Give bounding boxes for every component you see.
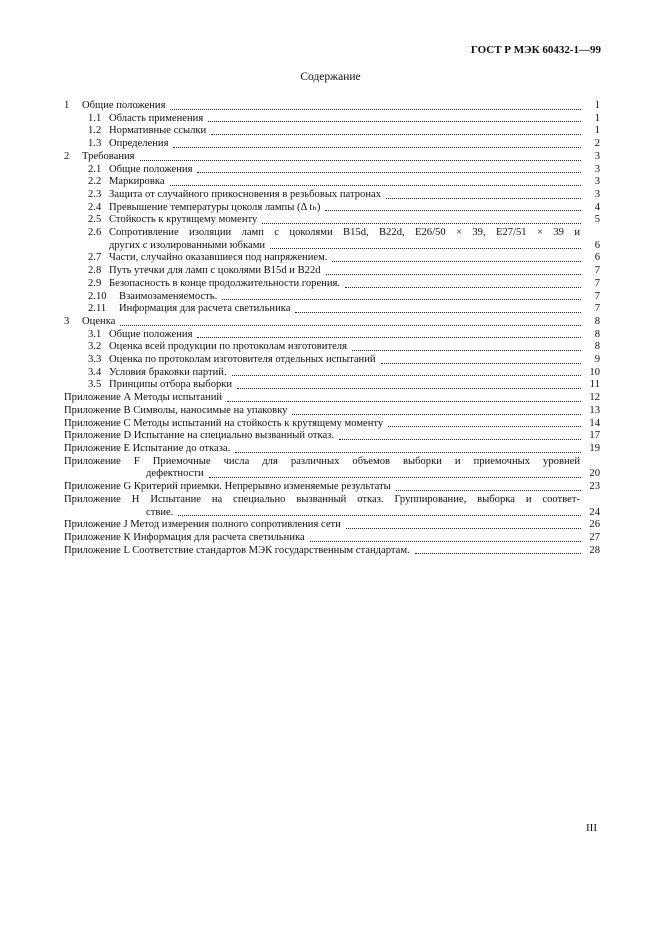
dot-leader [295, 312, 581, 313]
toc-entry-page: 5 [594, 214, 600, 226]
dot-leader [310, 541, 581, 542]
appendix-entry-page: 17 [589, 430, 600, 442]
toc-entry-number: 2.8 [88, 265, 102, 277]
appendix-entry [64, 392, 600, 405]
toc-entry [64, 341, 600, 354]
appendix-entry-page: 28 [589, 544, 600, 556]
toc-entry-page: 1 [594, 112, 600, 124]
toc-entry-page: 8 [594, 315, 600, 327]
toc-entry-title: Оценка по протоколам изготовителя отдельных испытаний [109, 354, 376, 366]
appendix-entry-continuation [64, 507, 600, 520]
toc-entry-title: Сопротивление изоляции ламп с цоколями B15d, B22d, E26/50 × 39, E27/51 × 39 и [109, 227, 580, 239]
appendix-entry-page: 19 [589, 442, 600, 454]
toc-entry [64, 329, 600, 342]
toc-entry-page: 3 [594, 163, 600, 175]
toc-entry-number: 2.1 [88, 163, 102, 175]
toc-entry-page: 8 [594, 328, 600, 340]
toc-entry-number: 2.4 [88, 201, 102, 213]
toc-entry-number: 2.5 [88, 214, 102, 226]
toc-entry [64, 303, 600, 316]
dot-leader [178, 515, 581, 516]
dot-leader [381, 363, 581, 364]
appendix-entry [64, 494, 600, 519]
dot-leader [170, 185, 581, 186]
toc-entry-page: 7 [594, 303, 600, 315]
toc-entry-page: 11 [589, 379, 600, 391]
appendix-entry-page: 14 [589, 417, 600, 429]
toc-entry-page: 4 [594, 201, 600, 213]
dot-leader [235, 452, 581, 453]
toc-entry-page: 6 [594, 252, 600, 264]
toc-entry-page: 10 [589, 366, 600, 378]
dot-leader [222, 299, 581, 300]
appendix-entry [64, 418, 600, 431]
appendix-entry-title: Приложение J Метод измерения полного сопротивления сети [64, 519, 341, 531]
appendix-entry-title-cont: ствие. [146, 506, 174, 518]
toc-entry-page: 7 [594, 277, 600, 289]
toc-entry-title: Маркировка [109, 176, 165, 188]
toc-entry-title: Безопасность в конце продолжительности горения. [109, 277, 341, 289]
appendix-entry-title: Приложение D Испытание на специально вызванный отказ. [64, 430, 335, 442]
toc-entry-title: Защита от случайного прикосновения в резьбовых патронах [109, 188, 381, 200]
appendix-entry [64, 443, 600, 456]
dot-leader [396, 490, 581, 491]
toc-entry-title: Общие положения [109, 163, 193, 175]
appendix-entry [64, 545, 600, 558]
dot-leader [227, 401, 581, 402]
appendix-entry-body [64, 456, 600, 481]
toc-entry-title: Общие положения [109, 328, 193, 340]
toc-entry [64, 125, 600, 138]
toc-entry-title: Оценка [82, 315, 116, 327]
appendix-entry [64, 532, 600, 545]
toc-entry-number: 3.3 [88, 354, 102, 366]
appendix-entry-title: Приложение Н Испытание на специально вызванный отказ. Группирование, выборка и соответ- [64, 493, 580, 505]
toc-entry [64, 278, 600, 291]
toc-entry-title-cont: других с изолированными юбками [109, 239, 266, 251]
dot-leader [388, 426, 581, 427]
toc-entry-page: 8 [594, 341, 600, 353]
dot-leader [415, 553, 581, 554]
toc-entry-number: 1.3 [88, 138, 102, 150]
appendix-entry-title-cont: дефектности [146, 468, 204, 480]
toc-entry-title: Условия браковки партий. [109, 366, 227, 378]
toc-entry-number: 3 [64, 315, 70, 327]
appendix-entry [64, 405, 600, 418]
dot-leader [197, 337, 581, 338]
appendix-entry-body [64, 494, 600, 519]
dot-leader [332, 261, 581, 262]
toc-entry-title: Стойкость к крутящему моменту [109, 214, 258, 226]
toc-entry-number: 1 [64, 100, 70, 111]
appendix-entry-title: Приложение К Информация для расчета светильника [64, 531, 305, 543]
appendix-entry-page: 12 [589, 392, 600, 404]
toc-entry-title: Путь утечки для ламп с цоколями B15d и B22d [109, 265, 321, 277]
toc-entry [64, 202, 600, 215]
toc-entry-page: 7 [594, 290, 600, 302]
dot-leader [346, 528, 581, 529]
toc-entry-number: 2.7 [88, 252, 102, 264]
toc-entry-title: Нормативные ссылки [109, 125, 207, 137]
toc-entry [64, 379, 600, 392]
appendix-entry-continuation [64, 468, 600, 481]
dot-leader [262, 223, 581, 224]
appendix-entry [64, 481, 600, 494]
toc-entry-page: 2 [594, 138, 600, 150]
toc-entry-title: Общие положения [82, 100, 166, 111]
dot-leader [325, 210, 581, 211]
page-number: III [586, 822, 597, 834]
toc-entry-title: Определения [109, 138, 169, 150]
toc-entry [64, 227, 600, 252]
dot-leader [352, 350, 581, 351]
toc-entry-title: Область применения [109, 112, 204, 124]
toc-entry [64, 291, 600, 304]
appendix-entry-title: Приложение С Методы испытаний на стойкость к крутящему моменту [64, 417, 384, 429]
toc-entry [64, 316, 600, 329]
appendix-entry-title: Приложение G Критерий приемки. Непрерывно изменяемые результаты [64, 481, 391, 493]
appendix-entry-page: 24 [589, 506, 600, 518]
toc-entry-page: 1 [594, 100, 600, 111]
appendix-entry-title: Приложение В Символы, наносимые на упаковку [64, 404, 288, 416]
toc-entry-body [109, 227, 600, 252]
toc-entry [64, 265, 600, 278]
appendix-entry [64, 456, 600, 481]
toc-entry [64, 189, 600, 202]
toc-entry-title: Взаимозаменяемость. [119, 290, 218, 302]
appendix-entry [64, 430, 600, 443]
toc-entry-number: 2.6 [88, 227, 102, 239]
toc-entry-page: 3 [594, 150, 600, 162]
toc-entry [64, 214, 600, 227]
toc-entry [64, 252, 600, 265]
dot-leader [345, 287, 581, 288]
dot-leader [209, 477, 581, 478]
toc-entry-number: 3.5 [88, 379, 102, 391]
dot-leader [326, 274, 581, 275]
toc-entry-title: Превышение температуры цоколя лампы (Δ tₕ) [109, 201, 321, 213]
toc-entry-number: 1.2 [88, 125, 102, 137]
toc-entry-number: 2.11 [88, 303, 107, 315]
table-of-contents [64, 100, 600, 557]
appendix-entry-page: 20 [589, 468, 600, 480]
toc-entry-page: 7 [594, 265, 600, 277]
document-designation: ГОСТ Р МЭК 60432-1—99 [470, 44, 601, 56]
appendix-entry [64, 519, 600, 532]
dot-leader [170, 109, 581, 110]
appendix-entry-page: 26 [589, 519, 600, 531]
dot-leader [339, 439, 581, 440]
dot-leader [173, 147, 581, 148]
toc-entry-number: 2 [64, 150, 70, 162]
appendix-entry-page: 23 [589, 481, 600, 493]
toc-entry-number: 2.10 [88, 290, 107, 302]
dot-leader [120, 325, 581, 326]
toc-entry-continuation [109, 240, 600, 253]
toc-entry-page: 3 [594, 176, 600, 188]
toc-entry [64, 138, 600, 151]
toc-entry-number: 2.2 [88, 176, 102, 188]
toc-entry-title: Части, случайно оказавшиеся под напряжением. [109, 252, 328, 264]
toc-entry-title: Информация для расчета светильника [119, 303, 291, 315]
dot-leader [197, 172, 581, 173]
appendix-entry-title: Приложение L Соответствие стандартов МЭК государственным стандартам. [64, 544, 410, 556]
toc-entry [64, 367, 600, 380]
toc-entry-page: 1 [594, 125, 600, 137]
toc-entry-title: Принципы отбора выборки [109, 379, 233, 391]
appendix-entry-title: Приложение А Методы испытаний [64, 392, 223, 404]
toc-entry [64, 164, 600, 177]
dot-leader [211, 134, 581, 135]
dot-leader [237, 388, 581, 389]
dot-leader [270, 248, 581, 249]
dot-leader [232, 375, 581, 376]
toc-entry [64, 176, 600, 189]
toc-entry-page: 9 [594, 354, 600, 366]
toc-entry [64, 100, 600, 113]
appendix-entry-page: 27 [589, 531, 600, 543]
toc-entry-page: 3 [594, 188, 600, 200]
toc-entry-number: 2.3 [88, 188, 102, 200]
toc-entry-number: 3.2 [88, 341, 102, 353]
toc-entry-number: 2.9 [88, 277, 102, 289]
toc-entry [64, 151, 600, 164]
dot-leader [386, 198, 581, 199]
toc-entry-title: Оценка всей продукции по протоколам изготовителя [109, 341, 347, 353]
toc-entry-title: Требования [82, 150, 135, 162]
toc-entry [64, 113, 600, 126]
dot-leader [208, 121, 581, 122]
toc-entry-number: 1.1 [88, 112, 102, 124]
toc-entry-number: 3.1 [88, 328, 102, 340]
appendix-entry-page: 13 [589, 404, 600, 416]
dot-leader [292, 414, 581, 415]
toc-entry-page: 6 [594, 239, 600, 251]
toc-entry-number: 3.4 [88, 366, 102, 378]
appendix-entry-title: Приложение Е Испытание до отказа. [64, 442, 231, 454]
toc-entry [64, 354, 600, 367]
appendix-entry-title: Приложение F Приемочные числа для различных объемов выборки и приемочных уровней [64, 455, 580, 467]
dot-leader [140, 160, 581, 161]
page-title: Содержание [300, 71, 361, 83]
